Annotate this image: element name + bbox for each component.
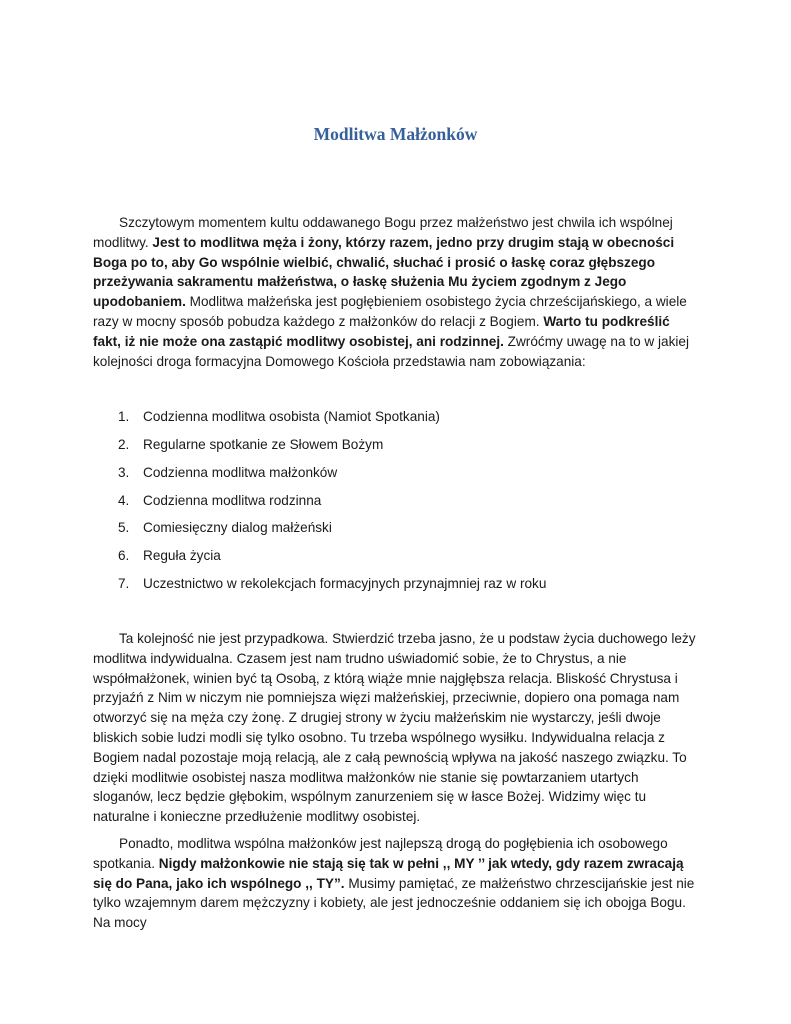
list-item <box>118 464 337 482</box>
list-item-number: 3. <box>118 465 130 480</box>
para-segment: Ponadto, modlitwa wspólna małżonków jest najlepszą drogą do pogłębienia ich osobowego spotkania. <box>93 836 668 871</box>
list-item-text: Uczestnictwo w rekolekcjach formacyjnych przynajmniej raz w roku <box>143 576 547 591</box>
list-item-text: Codzienna modlitwa osobista (Namiot Spotkania) <box>143 409 440 424</box>
list-item-number: 2. <box>118 437 130 452</box>
list-item-number: 7. <box>118 576 130 591</box>
list-item <box>118 492 321 510</box>
para-segment-bold: Nigdy małżonkowie nie stają się tak w pełni ,, MY ’’ jak wtedy, gdy razem zwracają się do Pana, jako ich wspólnego ,, TY”. <box>93 855 684 891</box>
list-item-text: Regularne spotkanie ze Słowem Bożym <box>143 437 384 452</box>
list-item-number: 4. <box>118 493 130 508</box>
para-segment-bold: Jest to modlitwa męża i żony, którzy razem, jedno przy drugim stają w obecności Boga po to, aby Go wspólnie wielbić, chwalić, słuchać i prosić o łaskę coraz głębszego przeżywania sakramentu małżeństwa, o łaskę służenia Mu życiem zgodnym z Jego upodobaniem. <box>93 234 675 310</box>
paragraph-order <box>93 629 699 827</box>
para-segment: Modlitwa małżeńska jest pogłębieniem osobistego życia chrześcijańskiego, a wiele razy w mocny sposób pobudza każdego z małżonków do relacji z Bogiem. <box>93 294 687 329</box>
list-item-text: Reguła życia <box>143 548 221 563</box>
para-segment: Zwróćmy uwagę na to w jakiej kolejności droga formacyjna Domowego Kościoła przedstawia nam zobowiązania: <box>93 333 690 369</box>
list-item-number: 6. <box>118 548 130 563</box>
para-segment-bold: Warto tu podkreślić fakt, iż nie może ona zastąpić modlitwy osobistej, ani rodzinnej. <box>93 313 670 349</box>
list-item <box>118 408 440 426</box>
list-item-number: 5. <box>118 520 130 535</box>
list-item-text: Comiesięczny dialog małżeński <box>143 520 332 535</box>
para-segment: Ta kolejność nie jest przypadkowa. Stwierdzić trzeba jasno, że u podstaw życia duchowego leży modlitwa indywidualna. Czasem jest nam trudno uświadomić sobie, że to Chrystus, a nie współmałżonek, winien być tą Osobą, z którą wiąże mnie najgłębsza relacja. Bliskość Chrystusa i przyjaźń z Nim w niczym nie pomniejsza więzi małżeńskiej, przeciwnie, dopiero ona pomaga nam otworzyć się na męża czy żonę. Z drugiej strony w życiu małżeńskim nie wystarczy, jeśli dwoje bliskich sobie ludzi modli się tylko osobno. Tu trzeba wspólnego wysiłku. Indywidualna relacja z Bogiem nadal pozostaje moją relacją, ale z całą pewnością wpływa na jakość naszego związku. To dzięki modlitwie osobistej nasza modlitwa małżonków nie stanie się powtarzaniem utartych sloganów, lecz będzie głębokim, wspólnym zanurzeniem się w łasce Bożej. Widzimy więc tu naturalne i konieczne przedłużenie modlitwy osobistej. <box>93 631 696 825</box>
list-item-number: 1. <box>118 409 130 424</box>
para-segment: Szczytowym momentem kultu oddawanego Bogu przez małżeństwo jest chwila ich wspólnej modlitwy. <box>93 215 673 250</box>
para-segment: Musimy pamiętać, ze małżeństwo chrzescijańskie jest nie tylko wzajemnym darem mężczyzny i kobiety, ale jest jednocześnie oddaniem się ich obojga Bogu. Na mocy <box>93 875 695 931</box>
list-item <box>118 519 332 537</box>
list-item <box>118 575 546 593</box>
list-item <box>118 547 221 565</box>
list-item <box>118 436 383 454</box>
paragraph-together <box>93 834 699 933</box>
page-title: Modlitwa Małżonków <box>313 124 478 144</box>
list-item-text: Codzienna modlitwa rodzinna <box>143 493 322 508</box>
list-item-text: Codzienna modlitwa małżonków <box>143 465 338 480</box>
